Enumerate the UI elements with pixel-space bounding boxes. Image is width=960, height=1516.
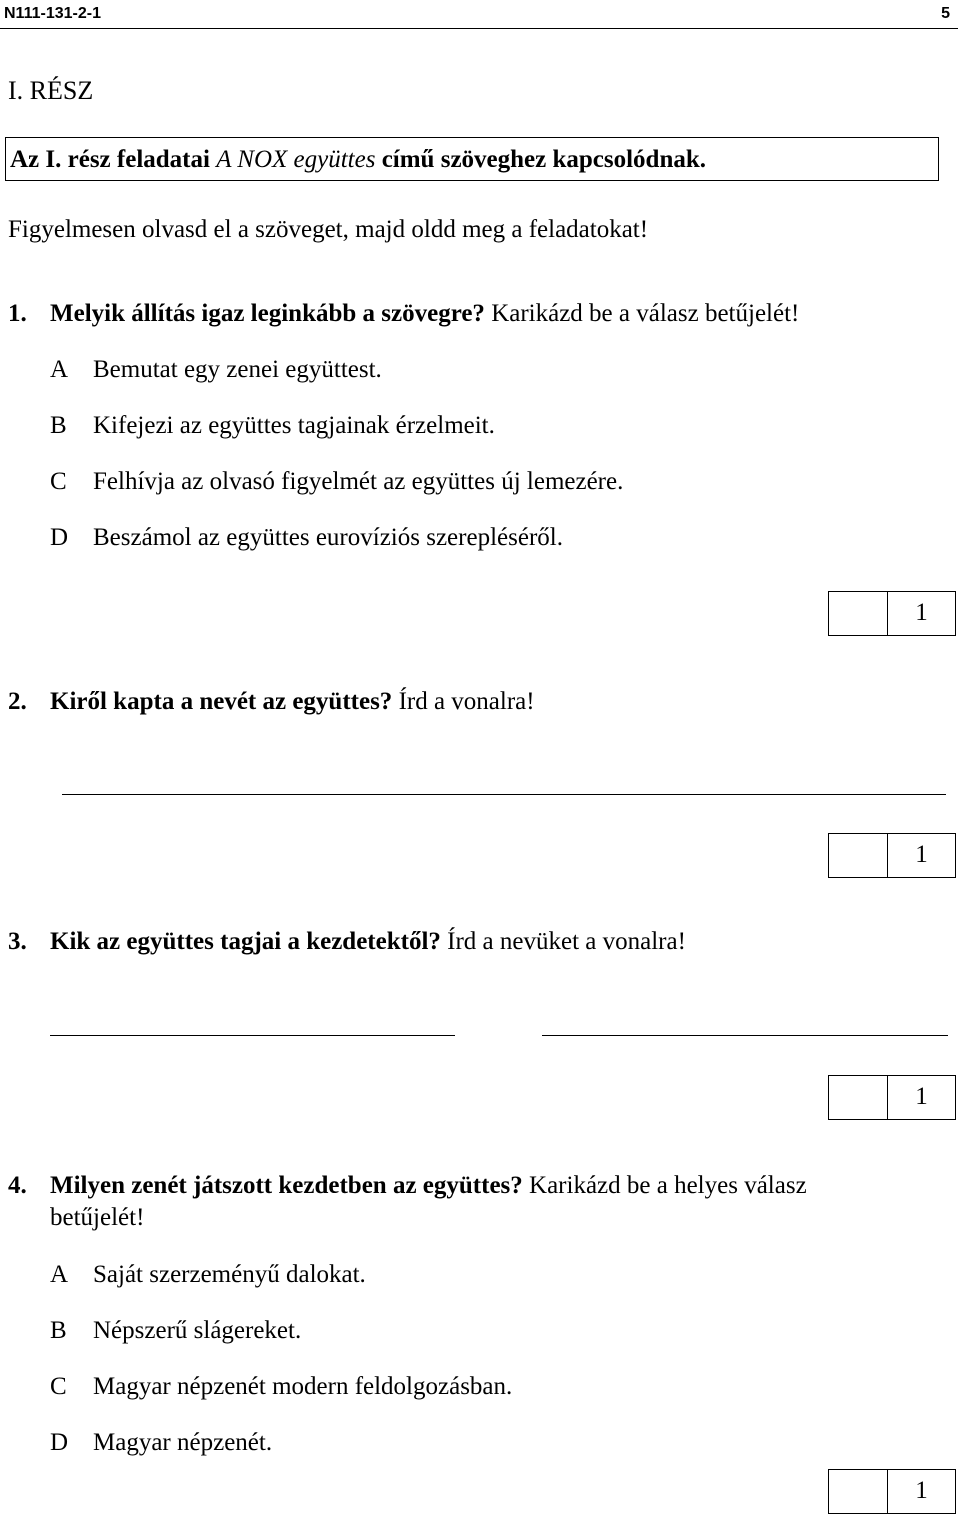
q1-instruction: Karikázd be a válasz betűjelét! (484, 300, 800, 327)
q1-score-blank[interactable] (829, 592, 888, 635)
q4-score-box (828, 1469, 956, 1514)
q4-option-text: Magyar népzenét. (93, 1429, 273, 1456)
q4-instruction-cont: betűjelét! (50, 1204, 145, 1231)
q1-number: 1. (8, 300, 27, 327)
q1-option-text: Bemutat egy zenei együttest. (93, 356, 382, 383)
q2-max-points: 1 (915, 841, 928, 868)
intro-prefix: Az I. rész feladatai (10, 146, 217, 173)
q1-option-letter[interactable]: A (50, 356, 69, 383)
q1-option-text: Kifejezi az együttes tagjainak érzelmeit. (93, 412, 495, 439)
q3-instruction: Írd a nevüket a vonalra! (440, 928, 686, 955)
q4-option-letter[interactable]: C (50, 1373, 67, 1400)
q4-instruction: Karikázd be a helyes válasz (522, 1172, 807, 1199)
intro-text-title: A NOX együttes (216, 146, 376, 173)
document-code: N111-131-2-1 (4, 5, 101, 22)
q3-answer-line-right[interactable] (542, 1035, 948, 1036)
q4-number: 4. (8, 1172, 27, 1199)
q4-option-text: Magyar népzenét modern feldolgozásban. (93, 1373, 513, 1400)
general-instruction: Figyelmesen olvasd el a szöveget, majd oldd meg a feladatokat! (8, 216, 649, 243)
intro-box-text (10, 146, 706, 174)
q1-option-letter[interactable]: C (50, 468, 67, 495)
q1-option-text: Felhívja az olvasó figyelmét az együttes új lemezére. (93, 468, 624, 495)
q3-number: 3. (8, 928, 27, 955)
q2-question: Kiről kapta a nevét az együttes? (50, 688, 393, 715)
q3-text (50, 928, 686, 956)
section-title: I. RÉSZ (8, 76, 94, 105)
q4-max-points: 1 (915, 1477, 928, 1504)
q4-score-blank[interactable] (829, 1470, 888, 1513)
q2-number: 2. (8, 688, 27, 715)
q2-text (50, 688, 535, 716)
q3-answer-line-left[interactable] (50, 1035, 455, 1036)
q4-option-text: Népszerű slágereket. (93, 1317, 302, 1344)
q1-max-points: 1 (915, 599, 928, 626)
q4-option-text: Saját szerzeményű dalokat. (93, 1261, 366, 1288)
q2-score-box (828, 833, 956, 878)
intro-suffix: című szöveghez kapcsolódnak. (375, 146, 707, 173)
q2-score-blank[interactable] (829, 834, 888, 877)
q3-question: Kik az együttes tagjai a kezdetektől? (50, 928, 441, 955)
q1-option-text: Beszámol az együttes eurovíziós szerepléséről. (93, 524, 563, 551)
q1-question: Melyik állítás igaz leginkább a szövegre? (50, 300, 485, 327)
q4-option-letter[interactable]: D (50, 1429, 69, 1456)
header-divider (0, 28, 958, 29)
q1-option-letter[interactable]: D (50, 524, 69, 551)
q2-instruction: Írd a vonalra! (392, 688, 535, 715)
q1-text (50, 300, 799, 328)
q3-score-blank[interactable] (829, 1076, 888, 1119)
page-number: 5 (941, 5, 950, 22)
q4-question: Milyen zenét játszott kezdetben az együttes? (50, 1172, 523, 1199)
q1-option-letter[interactable]: B (50, 412, 67, 439)
q4-text (50, 1172, 807, 1200)
q3-max-points: 1 (915, 1083, 928, 1110)
q4-option-letter[interactable]: A (50, 1261, 69, 1288)
q1-score-box (828, 591, 956, 636)
q3-score-box (828, 1075, 956, 1120)
q2-answer-line[interactable] (62, 794, 946, 795)
q4-option-letter[interactable]: B (50, 1317, 67, 1344)
